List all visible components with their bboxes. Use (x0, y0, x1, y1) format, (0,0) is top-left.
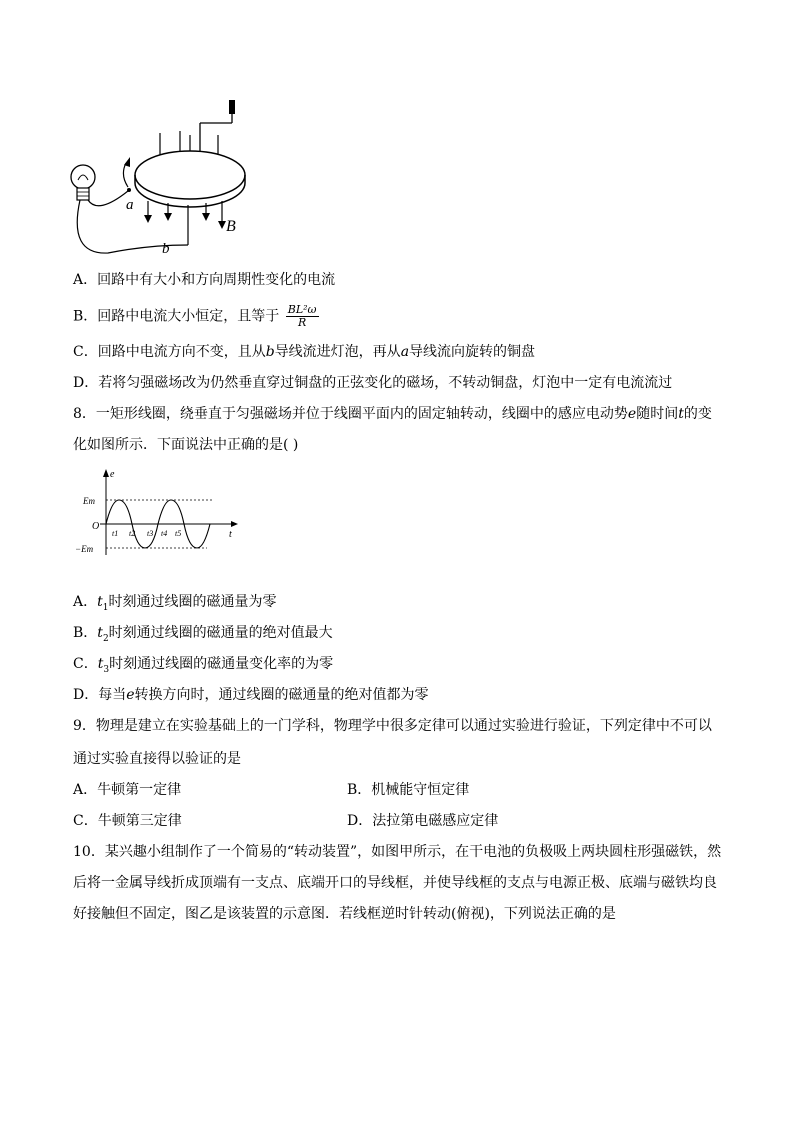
tick-t3: t3 (147, 529, 154, 538)
q10-stem-line3: 好接触但不固定，图乙是该装置的示意图．若线框逆时针转动(俯视)，下列说法正确的是 (73, 906, 616, 922)
q8-option-a-text: 时刻通过线圈的磁通量为零 (108, 594, 277, 610)
q7-option-c-b: b (265, 344, 275, 360)
label-B: B (226, 218, 236, 235)
q8-option-c-prefix: C． (73, 656, 98, 672)
q7-option-c-part: 导线流向旋转的铜盘 (409, 344, 536, 360)
q8-stem-part: 的变 (683, 406, 712, 422)
q7-option-b (73, 304, 319, 329)
q8-stem-t: t (678, 406, 684, 422)
q9-option-a: A．牛顿第一定律 (73, 782, 182, 798)
tick-t4: t4 (161, 529, 168, 538)
q9-option-c: C．牛顿第三定律 (73, 813, 182, 829)
y-axis-label: e (110, 469, 115, 480)
tick-t2: t2 (129, 529, 136, 538)
q8-stem-part: 随时间 (636, 406, 679, 422)
origin-label: O (92, 521, 100, 532)
em-positive-label: Em (83, 496, 95, 506)
q8-option-c-text: 时刻通过线圈的磁通量变化率的为零 (109, 656, 334, 672)
q8-option-d-text: 转换方向时，通过线圈的磁通量的绝对值都为零 (134, 687, 429, 703)
fraction (286, 304, 319, 329)
q8-option-c (73, 654, 333, 680)
q8-option-b (73, 623, 333, 649)
q7-option-d: D．若将匀强磁场改为仍然垂直穿过铜盘的正弦变化的磁场，不转动铜盘，灯泡中一定有电流流过 (73, 375, 673, 391)
q8-option-c-t: t (97, 656, 104, 672)
q10-stem-line1: 10．某兴趣小组制作了一个简易的“转动装置”，如图甲所示，在干电池的负极吸上两块圆柱形强磁铁，然 (73, 844, 722, 860)
q8-stem-line1 (73, 404, 712, 424)
q8-stem-part: 8．一矩形线圈，绕垂直于匀强磁场并位于线圈平面内的固定轴转动，线圈中的感应电动势 (73, 406, 628, 422)
fraction-numerator: BL²ω (287, 303, 317, 316)
q8-option-a-prefix: A． (73, 594, 98, 610)
q9-stem-line2: 通过实验直接得以验证的是 (73, 751, 241, 767)
q8-stem-line2: 化如图所示．下面说法中正确的是( ) (73, 437, 299, 453)
em-negative-label: −Em (75, 544, 94, 554)
q8-option-d-prefix: D．每当 (73, 687, 127, 703)
emf-time-graph (72, 465, 242, 560)
q8-option-b-t: t (97, 625, 103, 641)
q7-option-a: A．回路中有大小和方向周期性变化的电流 (73, 272, 336, 288)
q8-option-a-sub: 1 (102, 602, 109, 613)
tick-t5: t5 (175, 529, 182, 538)
copper-disk-figure (68, 95, 248, 260)
q7-option-b-text: B．回路中电流大小恒定，且等于 (73, 308, 280, 325)
x-axis-label: t (229, 529, 232, 540)
q7-option-c-a: a (400, 344, 410, 360)
q8-option-d (73, 685, 429, 705)
q8-option-b-sub: 2 (102, 633, 109, 644)
q8-option-b-prefix: B． (73, 625, 98, 641)
q8-option-a-t: t (97, 594, 103, 610)
label-b: b (162, 241, 170, 257)
q8-stem-e: e (627, 406, 637, 422)
q7-option-c-part: C．回路中电流方向不变，且从 (73, 344, 266, 360)
q7-option-c (73, 342, 535, 362)
tick-t1: t1 (112, 529, 119, 538)
q9-option-d: D．法拉第电磁感应定律 (347, 813, 499, 829)
q8-option-b-text: 时刻通过线圈的磁通量的绝对值最大 (108, 625, 333, 641)
q9-stem-line1: 9．物理是建立在实验基础上的一门学科，物理学中很多定律可以通过实验进行验证，下列定律中不可以 (73, 718, 712, 734)
q7-option-c-part: 导线流进灯泡，再从 (274, 344, 401, 360)
q9-option-b: B．机械能守恒定律 (347, 782, 470, 798)
q8-option-d-e: e (126, 687, 135, 703)
label-a: a (126, 197, 134, 213)
fraction-denominator: R (297, 316, 307, 329)
q8-option-c-sub: 3 (103, 664, 110, 675)
q8-option-a (73, 592, 277, 618)
q10-stem-line2: 后将一金属导线折成顶端有一支点、底端开口的导线框，并使导线框的支点与电源正极、底端与磁铁均良 (73, 875, 717, 891)
